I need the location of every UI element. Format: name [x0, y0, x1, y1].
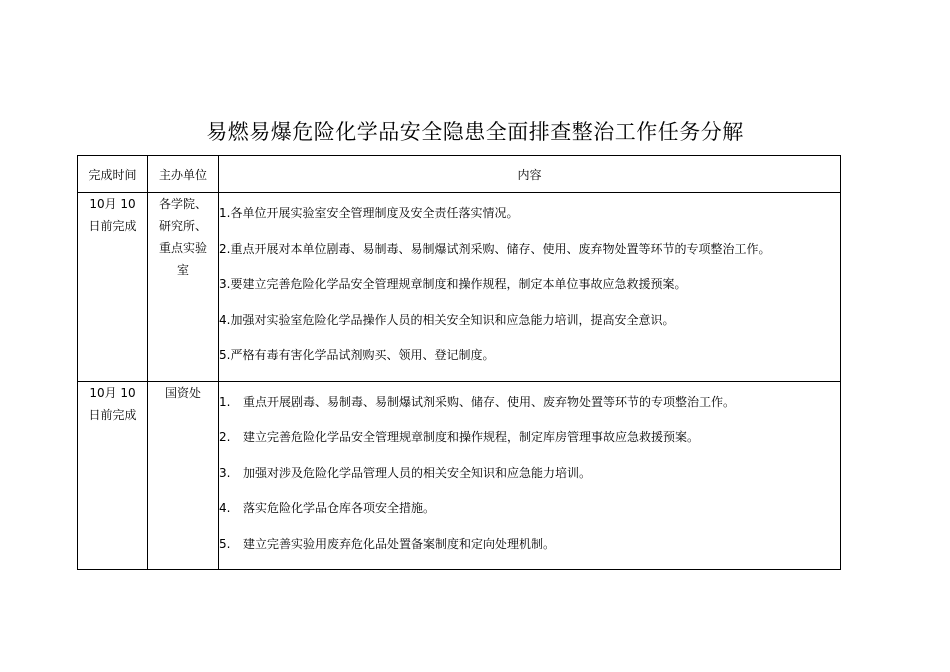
task-text: 建立完善实验用废弃危化品处置备案制度和定向处理机制。: [243, 536, 556, 551]
content-cell: [219, 381, 841, 570]
content-cell: [219, 193, 841, 382]
lead-unit-cell: [148, 381, 219, 570]
task-text: 加强对涉及危险化学品管理人员的相关安全知识和应急能力培训。: [243, 465, 592, 480]
task-text: 重点开展对本单位剧毒、易制毒、易制爆试剂采购、储存、使用、废弃物处置等环节的专项整治工作。: [230, 241, 771, 256]
task-item: [219, 272, 840, 308]
task-item: [219, 532, 840, 568]
task-list: [219, 382, 840, 570]
task-item: [219, 496, 840, 532]
task-number: 1.: [219, 394, 231, 409]
task-number: 4.: [219, 501, 231, 515]
task-list: [219, 193, 840, 381]
task-text: 重点开展剧毒、易制毒、易制爆试剂采购、储存、使用、废弃物处置等环节的专项整治工作。: [243, 394, 736, 409]
table-header-row: [78, 156, 841, 193]
table-row: [78, 381, 841, 570]
task-number: 3.: [219, 277, 231, 291]
task-text: 加强对实验室危险化学品操作人员的相关安全知识和应急能力培训，提高安全意识。: [230, 312, 675, 327]
header-lead-unit: 主办单位: [148, 156, 219, 193]
table-row: [78, 193, 841, 382]
task-text: 各单位开展实验室安全管理制度及安全责任落实情况。: [230, 206, 519, 220]
document-title: 易燃易爆危险化学品安全隐患全面排查整治工作任务分解: [206, 120, 744, 144]
task-number: 3.: [219, 465, 231, 480]
task-number: 5.: [219, 536, 231, 551]
header-completion-time: 完成时间: [78, 156, 148, 193]
task-text: 严格有毒有害化学品试剂购买、领用、登记制度。: [230, 348, 495, 362]
task-item: [219, 237, 840, 273]
task-item: [219, 461, 840, 497]
task-text: 建立完善危险化学品安全管理规章制度和操作规程，制定库房管理事故应急救援预案。: [243, 430, 700, 444]
lead-unit-text: 国资处: [164, 385, 201, 400]
completion-time-text: 10月 10 日前完成: [88, 385, 137, 422]
completion-time-cell: [78, 381, 148, 570]
header-content: 内容: [219, 156, 841, 193]
completion-time-cell: [78, 193, 148, 382]
task-item: [219, 425, 840, 461]
lead-unit-cell: [148, 193, 219, 382]
task-item: [219, 201, 840, 237]
completion-time-text: 10月 10 日前完成: [88, 197, 137, 233]
task-item: [219, 308, 840, 344]
task-number: 1.: [219, 206, 231, 220]
task-text: 要建立完善危险化学品安全管理规章制度和操作规程，制定本单位事故应急救援预案。: [230, 277, 687, 291]
task-number: 2.: [219, 430, 231, 444]
task-item: [219, 343, 840, 379]
task-text: 落实危险化学品仓库各项安全措施。: [243, 501, 436, 515]
lead-unit-text: 各学院、 研究所、 重点实验 室: [158, 197, 207, 277]
task-table: [77, 155, 841, 570]
task-number: 2.: [219, 241, 231, 256]
task-item: [219, 390, 840, 426]
task-number: 5.: [219, 348, 231, 362]
task-number: 4.: [219, 312, 231, 327]
